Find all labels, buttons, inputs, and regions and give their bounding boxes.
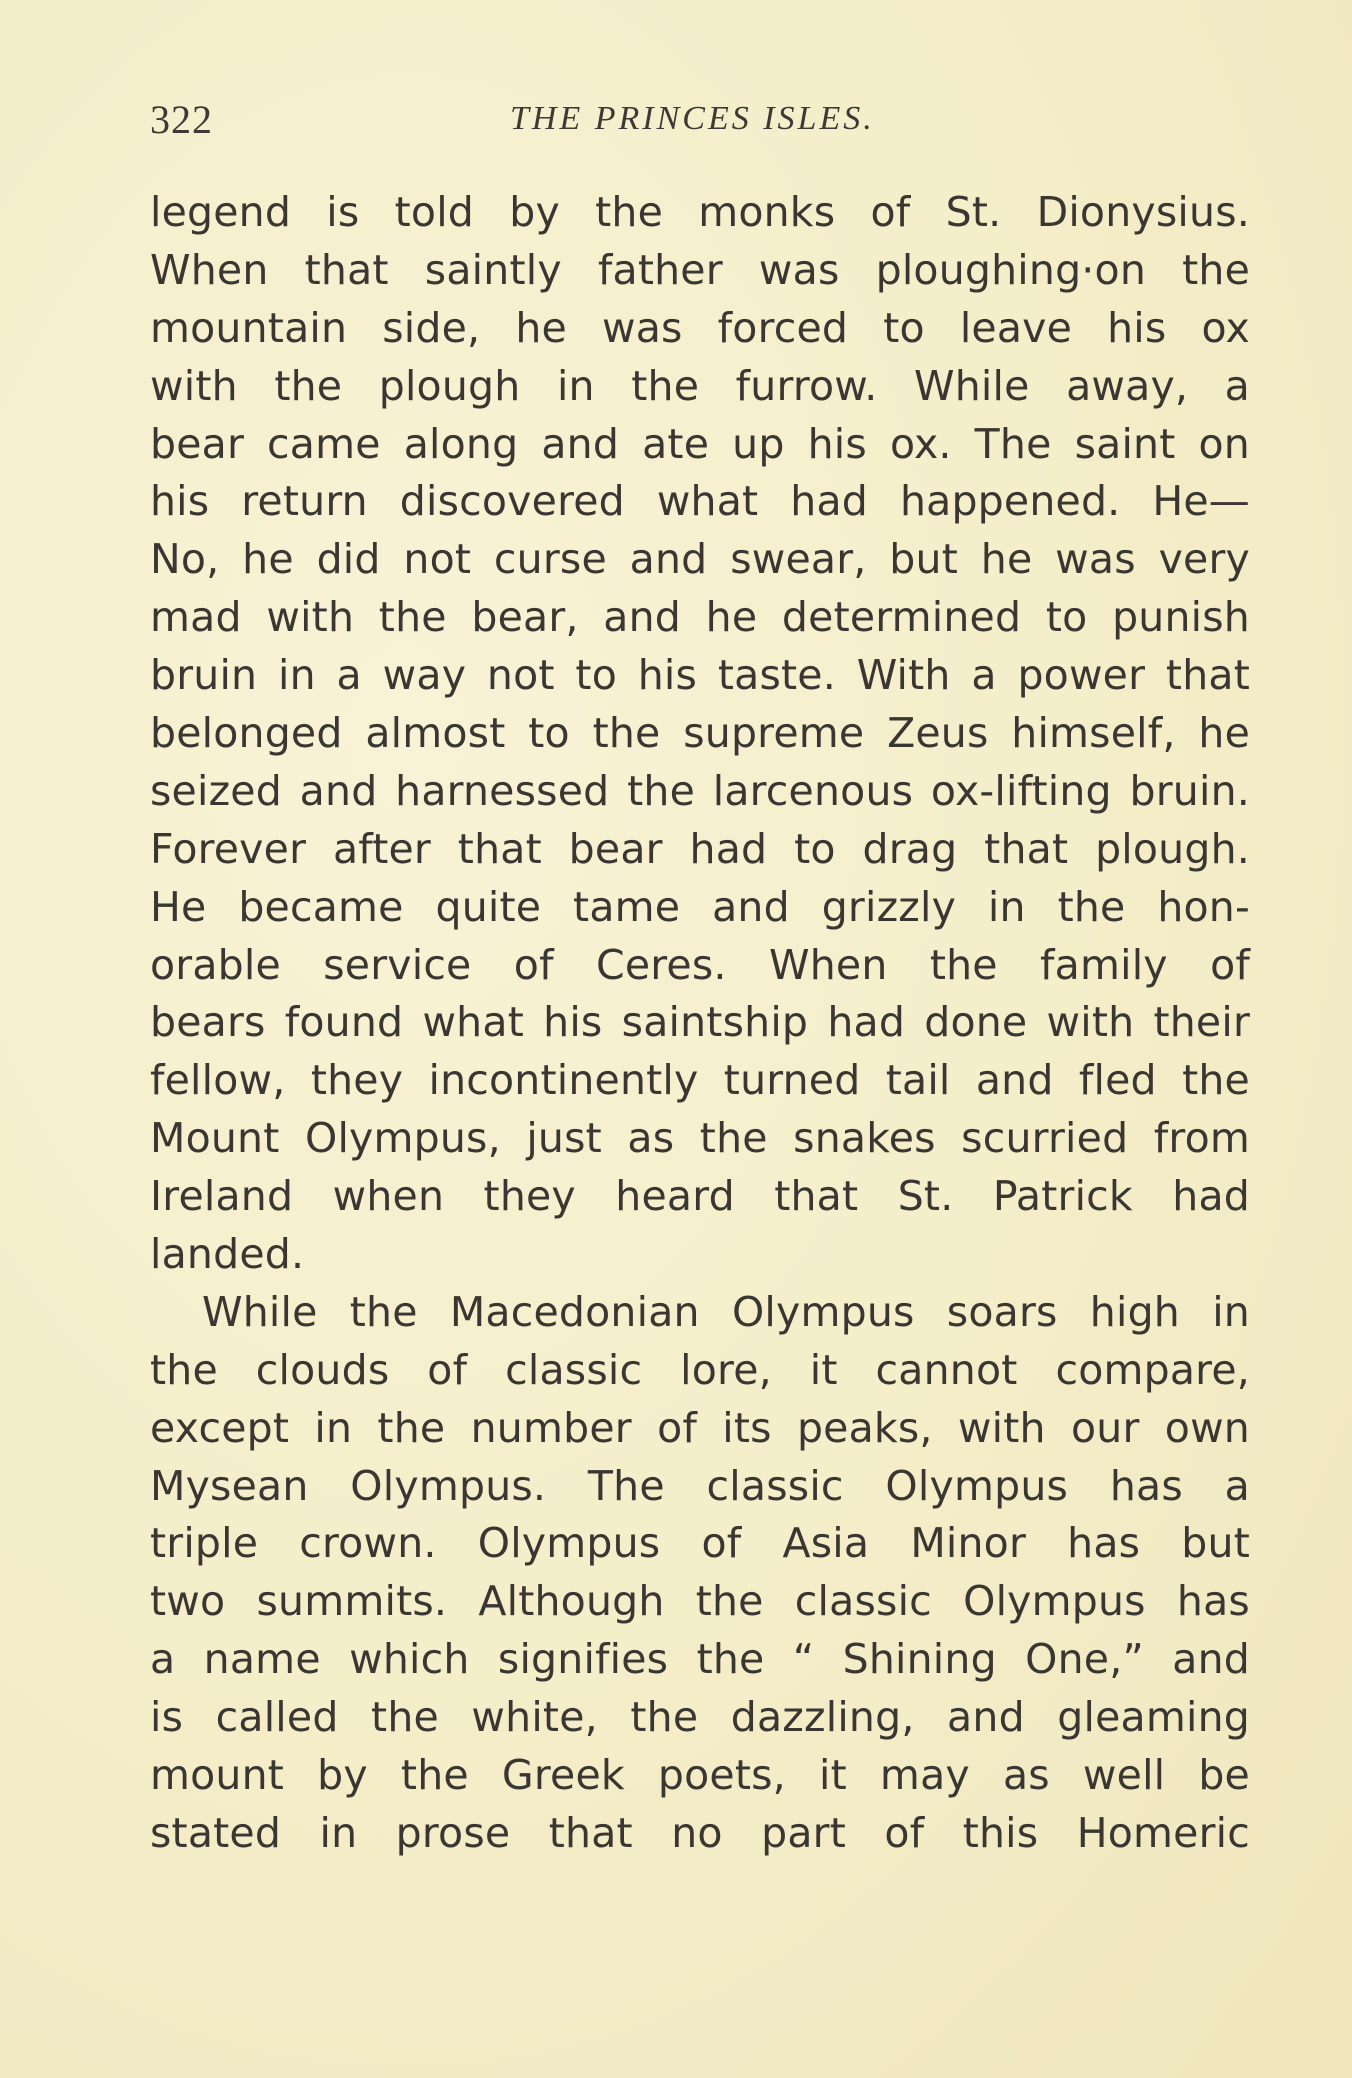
text-line: except in the number of its peaks, with our own: [150, 1403, 1250, 1452]
running-head: [150, 96, 1250, 146]
text-line: No, he did not curse and swear, but he was very: [150, 535, 1250, 584]
text-line: is called the white, the dazzling, and gleaming: [150, 1693, 1250, 1742]
paragraph-2: [150, 1284, 1250, 1863]
text-line: When that saintly father was ploughing·on the: [150, 245, 1250, 294]
text-line: stated in prose that no part of this Homeric: [150, 1808, 1250, 1857]
text-line: two summits. Although the classic Olympus has: [150, 1577, 1250, 1626]
page-number: 322: [150, 97, 213, 142]
text-line: with the plough in the furrow. While away, a: [150, 361, 1250, 410]
text-line: a name which signifies the “ Shining One,” and: [150, 1635, 1250, 1684]
text-line: fellow, they incontinently turned tail and fled the: [150, 1056, 1250, 1105]
paragraph-1: [150, 184, 1250, 1284]
running-title: THE PRINCES ISLES.: [510, 100, 875, 137]
text-line: mad with the bear, and he determined to punish: [150, 593, 1250, 642]
text-line: the clouds of classic lore, it cannot compare,: [150, 1345, 1250, 1394]
text-line: landed.: [150, 1230, 305, 1279]
text-line: legend is told by the monks of St. Dionysius.: [150, 188, 1250, 236]
text-line: mountain side, he was forced to leave his ox: [150, 303, 1250, 352]
text-line: While the Macedonian Olympus soars high in: [202, 1287, 1250, 1336]
text-line: Mount Olympus, just as the snakes scurried from: [150, 1114, 1250, 1163]
text-line: Forever after that bear had to drag that plough.: [150, 824, 1250, 873]
text-line: He became quite tame and grizzly in the hon-: [150, 882, 1250, 931]
text-line: seized and harnessed the larcenous ox-lifting bruin.: [150, 766, 1250, 815]
text-line: bear came along and ate up his ox. The saint on: [150, 419, 1250, 468]
body-text: [150, 184, 1250, 1863]
text-line: triple crown. Olympus of Asia Minor has but: [150, 1519, 1250, 1568]
text-line: his return discovered what had happened. He—: [150, 477, 1250, 526]
text-line: Ireland when they heard that St. Patrick had: [150, 1172, 1250, 1221]
text-line: bruin in a way not to his taste. With a power that: [150, 651, 1250, 700]
text-line: mount by the Greek poets, it may as well be: [150, 1751, 1250, 1800]
text-line: belonged almost to the supreme Zeus himself, he: [150, 709, 1250, 758]
text-line: bears found what his saintship had done with their: [150, 998, 1250, 1047]
text-line: orable service of Ceres. When the family of: [150, 940, 1250, 989]
text-line: Mysean Olympus. The classic Olympus has a: [150, 1461, 1250, 1510]
